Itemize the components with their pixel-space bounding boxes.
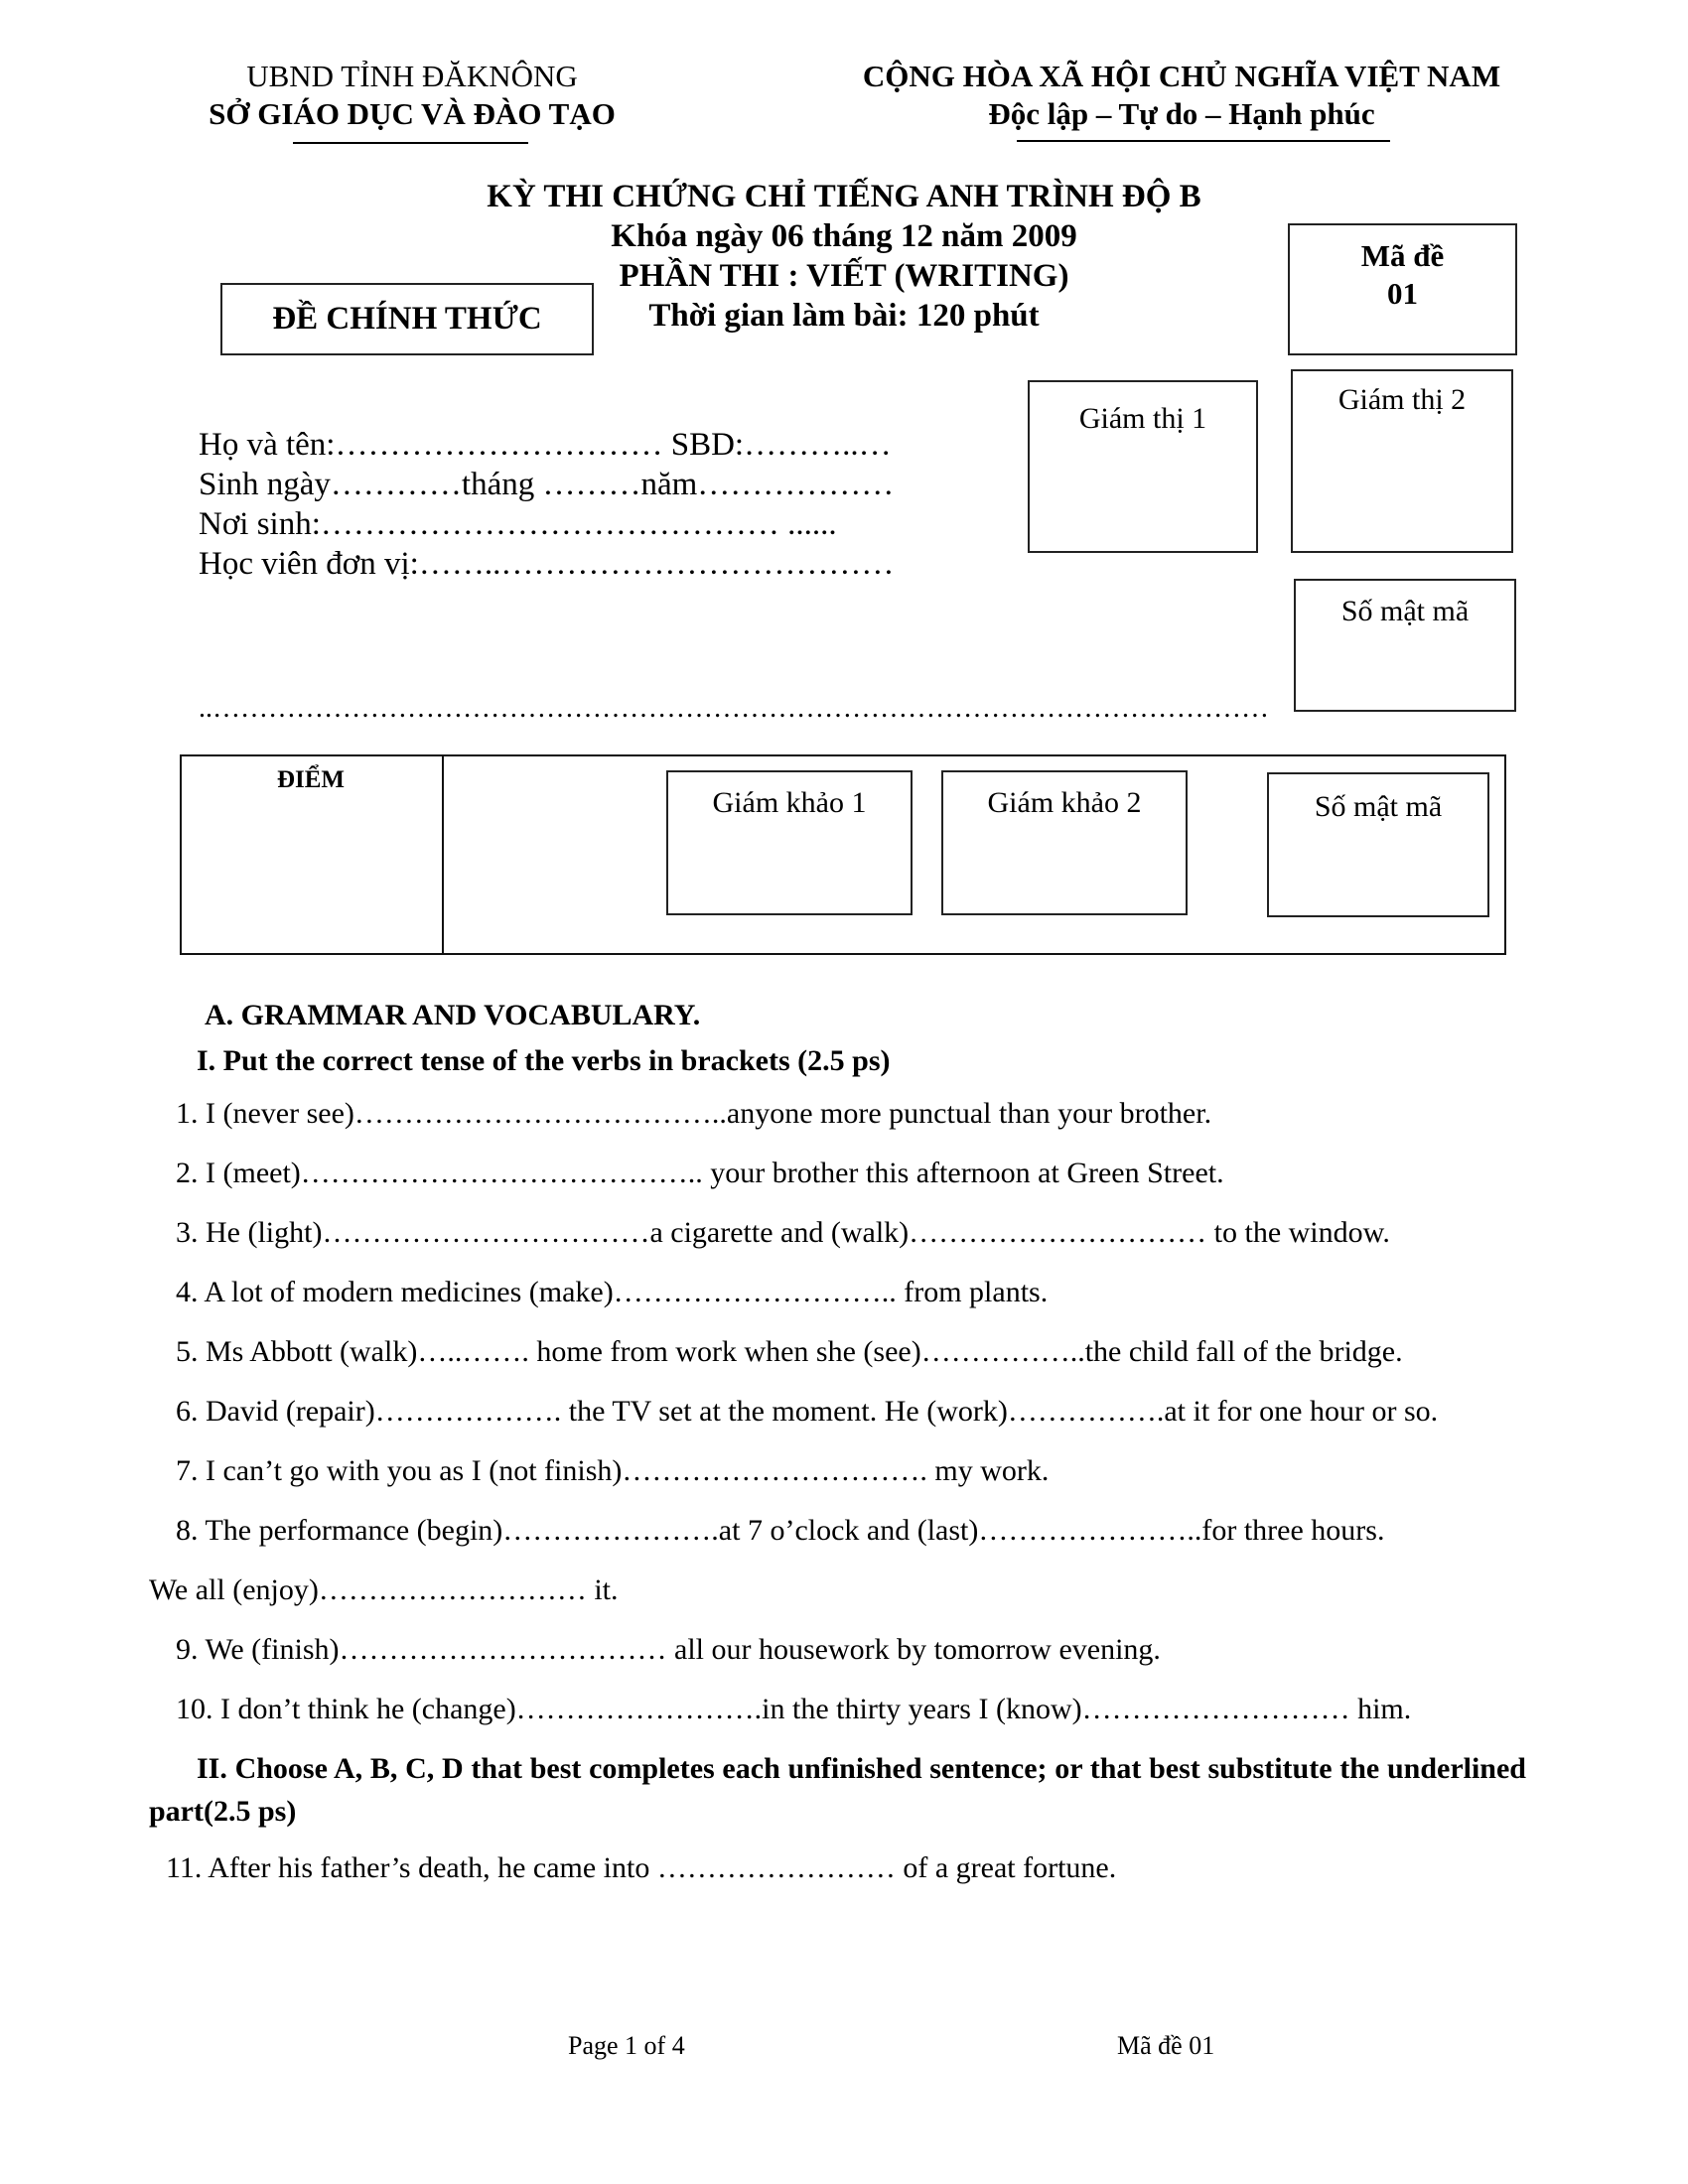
proctor2-signature-box — [1291, 369, 1513, 553]
exam-title: KỲ THI CHỨNG CHỈ TIẾNG ANH TRÌNH ĐỘ B — [487, 179, 1201, 214]
question-item: 8. The performance (begin)………………….at 7 o’clock and (last)…………………..for three hours. — [176, 1514, 1385, 1547]
candidate-unit-field[interactable]: Học viên đơn vị:……..……………………………… — [199, 546, 895, 582]
question-item: 11. After his father’s death, he came into …………………… of a great fortune. — [166, 1851, 1117, 1884]
official-exam-box — [220, 283, 594, 355]
question-item: 4. A lot of modern medicines (make)……………………….. from plants. — [176, 1276, 1049, 1308]
part2-heading: II. Choose A, B, C, D that best completes each unfinished sentence; or that best substitute the underlined part(2.5 ps) — [149, 1752, 1526, 1828]
exam-code-label: Mã đề — [1360, 238, 1445, 273]
question-item: 2. I (meet)………………………………….. your brother this afternoon at Green Street. — [176, 1157, 1224, 1189]
official-exam-label: ĐỀ CHÍNH THỨC — [272, 301, 542, 337]
candidate-info — [199, 425, 894, 584]
question-item-continuation: We all (enjoy)……………………… it. — [149, 1573, 619, 1606]
secret-code-box-score — [1267, 772, 1489, 917]
exam-duration: Thời gian làm bài: 120 phút — [648, 298, 1040, 334]
examiner2-box — [941, 770, 1188, 915]
score-table-divider — [442, 754, 444, 955]
cut-line: ..…………………………………………………………………………………………………… — [199, 693, 1269, 724]
agency-province: UBND TỈNH ĐĂKNÔNG — [246, 59, 578, 93]
footer-exam-code: Mã đề 01 — [1117, 2031, 1215, 2060]
question-item: 7. I can’t go with you as I (not finish)…………………………. my work. — [176, 1454, 1050, 1487]
motto-underline — [1017, 140, 1390, 142]
examiner1-box — [666, 770, 913, 915]
part1-heading: I. Put the correct tense of the verbs in brackets (2.5 ps) — [197, 1044, 891, 1077]
national-motto-block — [824, 58, 1539, 133]
section-a — [149, 993, 1526, 1889]
score-label: ĐIỂM — [276, 766, 346, 793]
motto: Độc lập – Tự do – Hạnh phúc — [988, 96, 1375, 131]
question-item: 10. I don’t think he (change)…………………….in the thirty years I (know)……………………… him. — [176, 1693, 1412, 1725]
examiner1-label: Giám khảo 1 — [712, 786, 867, 819]
agency-department: SỞ GIÁO DỤC VÀ ĐÀO TẠO — [209, 96, 616, 131]
exam-part: PHẦN THI : VIẾT (WRITING) — [619, 258, 1069, 294]
secret-code-box-top — [1294, 579, 1516, 712]
agency-block — [159, 58, 665, 133]
section-a-title: A. GRAMMAR AND VOCABULARY. — [205, 999, 701, 1031]
question-item: 5. Ms Abbott (walk)…..……. home from work when she (see)……………..the child fall of the bridge. — [176, 1335, 1403, 1368]
proctor1-label: Giám thị 1 — [1078, 402, 1207, 435]
exam-code-box — [1288, 223, 1517, 355]
question-item: 1. I (never see)………………………………..anyone more punctual than your brother. — [176, 1097, 1212, 1130]
exam-code-value: 01 — [1387, 276, 1418, 311]
examiner2-label: Giám khảo 2 — [987, 786, 1142, 819]
secret-code-label-top: Số mật mã — [1340, 595, 1470, 627]
country-name: CỘNG HÒA XÃ HỘI CHỦ NGHĨA VIỆT NAM — [862, 59, 1501, 93]
candidate-dob-field[interactable]: Sinh ngày…………tháng ………năm……………… — [199, 467, 895, 502]
question-item: 3. He (light)……………………………a cigarette and (walk)………………………… to the window. — [176, 1216, 1390, 1249]
page-number: Page 1 of 4 — [568, 2031, 685, 2060]
question-item: 6. David (repair)………………. the TV set at the moment. He (work)…………….at it for one hour or so. — [176, 1395, 1439, 1428]
secret-code-label-score: Số mật mã — [1314, 790, 1443, 823]
candidate-name-field[interactable]: Họ và tên:………………………… SBD:………..… — [199, 427, 892, 463]
proctor1-signature-box — [1028, 380, 1258, 553]
exam-session: Khóa ngày 06 tháng 12 năm 2009 — [611, 218, 1077, 254]
agency-underline — [293, 142, 528, 144]
question-item: 9. We (finish)…………………………… all our housework by tomorrow evening. — [176, 1633, 1161, 1666]
proctor2-label: Giám thị 2 — [1337, 383, 1467, 416]
candidate-birthplace-field[interactable]: Nơi sinh:…………………………………… ...... — [199, 506, 837, 542]
